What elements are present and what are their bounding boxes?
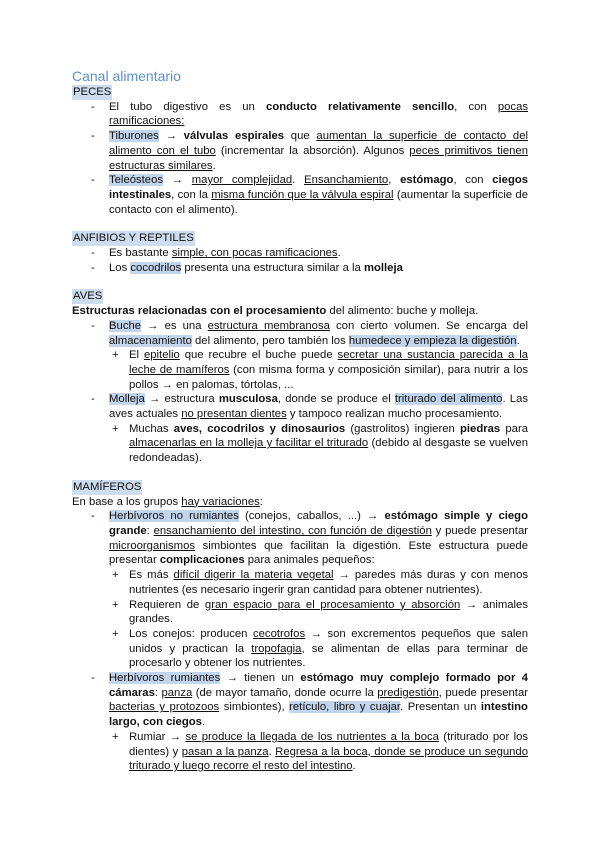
- aves-list: [72, 319, 528, 466]
- section-heading-mamiferos: MAMÍFEROS: [73, 480, 142, 493]
- list-item: - Los cocodrilos presenta una estructura similar a la molleja: [72, 261, 528, 276]
- molleja-sublist: [109, 422, 528, 466]
- list-item: + El epitelio que recubre el buche puede secretar una sustancia parecida a la leche de mamíferos (con misma forma y composición similar), para nutrir a los pollos → en palomas, tórtolas, ...: [109, 348, 528, 392]
- list-item: + Muchas aves, cocodrilos y dinosaurios (gastrolitos) ingieren piedras para almacenarlas en la molleja y facilitar el triturado (debido al desgaste se vuelven redondeadas).: [109, 422, 528, 466]
- no-rumiantes-sublist: [109, 568, 528, 671]
- list-item: - Molleja → estructura musculosa, donde se produce el triturado del alimento. Las aves actuales no presentan dientes y tampoco realizan mucho procesamiento. + Muchas aves, cocodrilos y dinosaurios (gastrolitos) ingieren piedras para almacenarlas en la molleja y facilitar el triturado (debido al desgaste se vuelven redondeadas).: [72, 392, 528, 466]
- section-heading-anfibios: ANFIBIOS Y REPTILES: [73, 232, 194, 245]
- peces-list: [72, 100, 528, 218]
- list-item: - El tubo digestivo es un conducto relativamente sencillo, con pocas ramificaciones:: [72, 100, 528, 129]
- page-title: Canal alimentario: [72, 68, 181, 84]
- list-item: - Buche → es una estructura membranosa con cierto volumen. Se encarga del almacenamiento del alimento, pero también los humedece y empieza la digestión. + El epitelio que recubre el buche puede secretar una sustancia parecida a la leche de mamíferos (con misma forma y composición similar), para nutrir a los pollos → en palomas, tórtolas, ...: [72, 319, 528, 393]
- document-page: [72, 68, 528, 774]
- buche-sublist: [109, 348, 528, 392]
- list-item: - Es bastante simple, con pocas ramificaciones.: [72, 246, 528, 261]
- rumiantes-sublist: [109, 730, 528, 774]
- list-item: + Los conejos: producen cecotrofos → son excrementos pequeños que salen unidos y practican la tropofagia, se alimentan de ellas para terminar de procesarlo y obtener los nutrientes.: [109, 627, 528, 671]
- list-item: + Rumiar → se produce la llegada de los nutrientes a la boca (triturado por los dientes) y pasan a la panza. Regresa a la boca, donde se produce un segundo triturado y luego recorre el resto del intestino.: [109, 730, 528, 774]
- aves-intro: Estructuras relacionadas con el procesamiento del alimento: buche y molleja.: [72, 305, 479, 318]
- section-heading-aves: AVES: [73, 290, 103, 303]
- list-item: - Teleósteos → mayor complejidad. Ensanchamiento, estómago, con ciegos intestinales, con la misma función que la válvula espiral (aumentar la superficie de contacto con el alimento).: [72, 173, 528, 217]
- list-item: - Herbívoros no rumiantes (conejos, caballos, ...) → estómago simple y ciego grande: ensanchamiento del intestino, con función de digestión y puede presentar microorganismos simbiontes que facilitan la digestión. Este estructura puede presentar complicaciones para animales pequeños: + Es más difícil digerir la materia vegetal → paredes más duras y con menos nutrientes (es necesario ingerir gran cantidad para obtener nutrientes). + Requieren de gran espacio para el procesamiento y absorción → animales grandes. + Los conejos: producen cecotrofos → son excrementos pequeños que salen unidos y practican la tropofagia, se alimentan de ellas para terminar de procesarlo y obtener los nutrientes.: [72, 509, 528, 671]
- section-heading-peces: PECES: [73, 86, 112, 98]
- mamiferos-list: [72, 509, 528, 774]
- list-item: + Es más difícil digerir la materia vegetal → paredes más duras y con menos nutrientes (es necesario ingerir gran cantidad para obtener nutrientes).: [109, 568, 528, 597]
- anfibios-list: [72, 246, 528, 275]
- list-item: + Requieren de gran espacio para el procesamiento y absorción → animales grandes.: [109, 598, 528, 627]
- mamiferos-intro: En base a los grupos hay variaciones:: [72, 495, 263, 508]
- list-item: - Tiburones → válvulas espirales que aumentan la superficie de contacto del alimento con el tubo (incrementar la absorción). Algunos peces primitivos tienen estructuras similares.: [72, 129, 528, 173]
- list-item: - Herbívoros rumiantes → tienen un estómago muy complejo formado por 4 cámaras: panza (de mayor tamaño, donde ocurre la predigestión, puede presentar bacterias y protozoos simbiontes), retículo, libro y cuajar. Presentan un intestino largo, con ciegos. + Rumiar → se produce la llegada de los nutrientes a la boca (triturado por los dientes) y pasan a la panza. Regresa a la boca, donde se produce un segundo triturado y luego recorre el resto del intestino.: [72, 671, 528, 774]
